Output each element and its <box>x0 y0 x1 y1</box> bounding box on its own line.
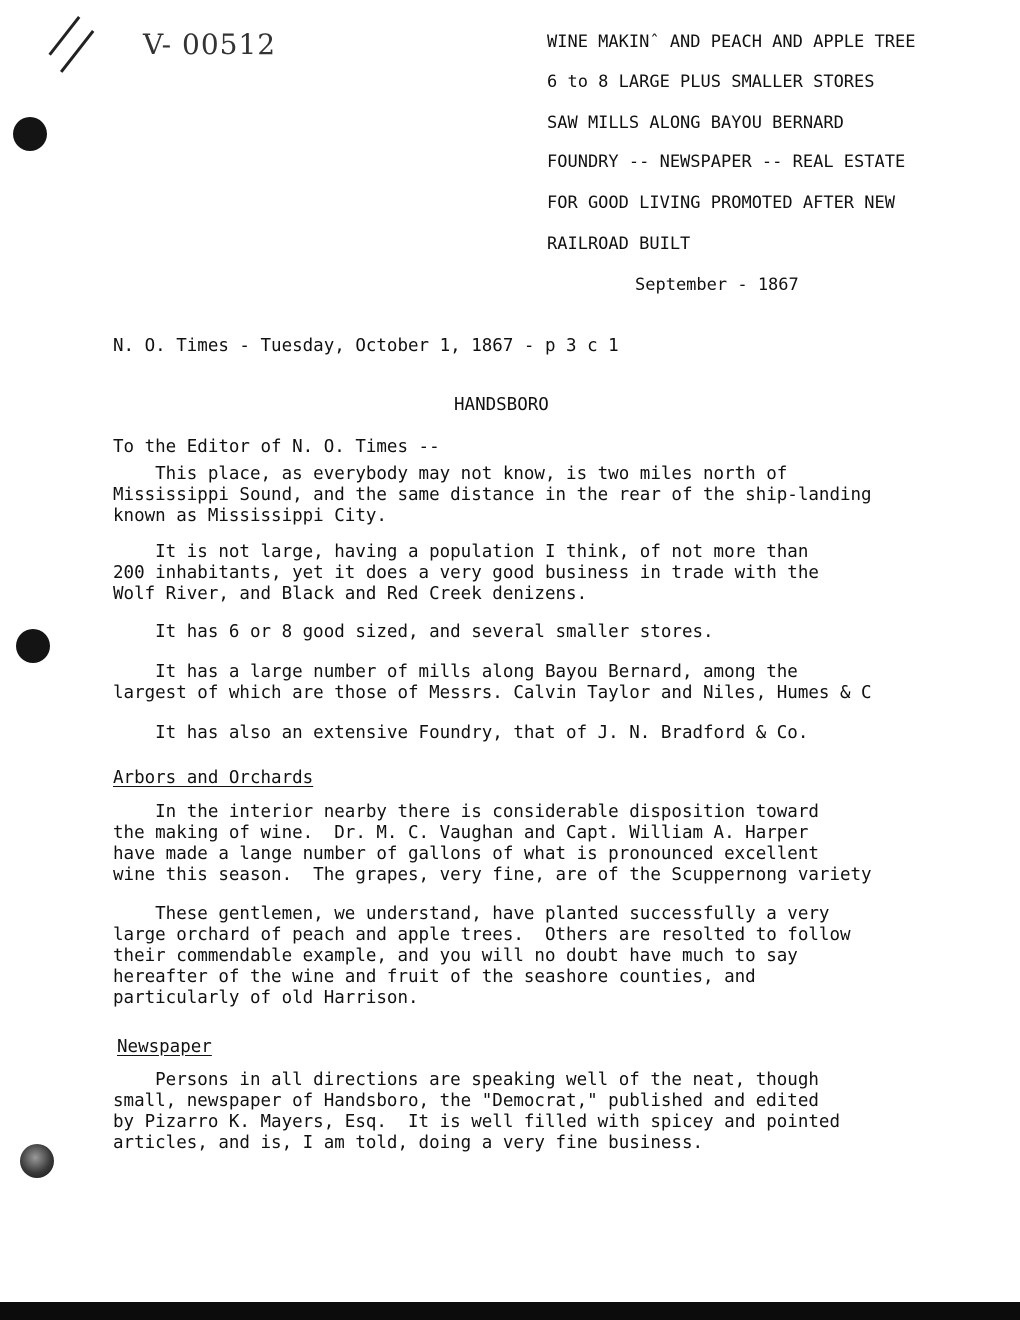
summary-line: RAILROAD BUILT <box>547 234 691 254</box>
paragraph: It has 6 or 8 good sized, and several smaller stores. <box>113 622 714 642</box>
summary-line: FOUNDRY -- NEWSPAPER -- REAL ESTATE <box>547 152 906 172</box>
summary-line: FOR GOOD LIVING PROMOTED AFTER NEW <box>547 193 895 213</box>
punch-hole-middle <box>16 629 50 663</box>
punch-hole-top <box>13 117 47 151</box>
document-id: V- 00512 <box>143 28 277 61</box>
paragraph: It has a large number of mills along Bayou Bernard, among the largest of which are those of Messrs. Calvin Taylor and Niles, Humes & C <box>113 662 872 703</box>
scan-edge-bar <box>0 1302 1020 1320</box>
section-heading-newspaper: Newspaper <box>117 1037 212 1057</box>
article-title: HANDSBORO <box>454 395 549 415</box>
salutation: To the Editor of N. O. Times -- <box>113 437 440 457</box>
paragraph: It has also an extensive Foundry, that of J. N. Bradford & Co. <box>113 723 809 743</box>
summary-line: SAW MILLS ALONG BAYOU BERNARD <box>547 113 844 133</box>
paragraph: Persons in all directions are speaking well of the neat, though small, newspaper of Handsboro, the "Democrat," published and edited by Pizarro K. Mayers, Esq. It is well filled with spicey and pointed articles, and is, I am told, doing a very fine business. <box>113 1070 840 1153</box>
summary-line: WINE MAKINˆ AND PEACH AND APPLE TREE <box>547 32 916 52</box>
section-heading-arbors: Arbors and Orchards <box>113 768 314 788</box>
paragraph: In the interior nearby there is considerable disposition toward the making of wine. Dr. M. C. Vaughan and Capt. William A. Harper have made a lange number of gallons of what is pronounced excellent wine this season. The grapes, very fine, are of the Scuppernong variety <box>113 802 872 885</box>
paragraph: This place, as everybody may not know, is two miles north of Mississippi Sound, and the same distance in the rear of the ship-landing known as Mississippi City. <box>113 464 872 526</box>
summary-date: September - 1867 <box>635 275 799 295</box>
paragraph: It is not large, having a population I think, of not more than 200 inhabitants, yet it does a very good business in trade with the Wolf River, and Black and Red Creek denizens. <box>113 542 819 604</box>
paragraph: These gentlemen, we understand, have planted successfully a very large orchard of peach and apple trees. Others are resolted to follow their commendable example, and you will no doubt have much to say hereafter of the wine and fruit of the seashore counties, and particularly of old Harrison. <box>113 904 851 1008</box>
summary-line: 6 to 8 LARGE PLUS SMALLER STORES <box>547 72 875 92</box>
newspaper-citation: N. O. Times - Tuesday, October 1, 1867 - p 3 c 1 <box>113 336 619 356</box>
punch-hole-bottom <box>20 1144 54 1178</box>
